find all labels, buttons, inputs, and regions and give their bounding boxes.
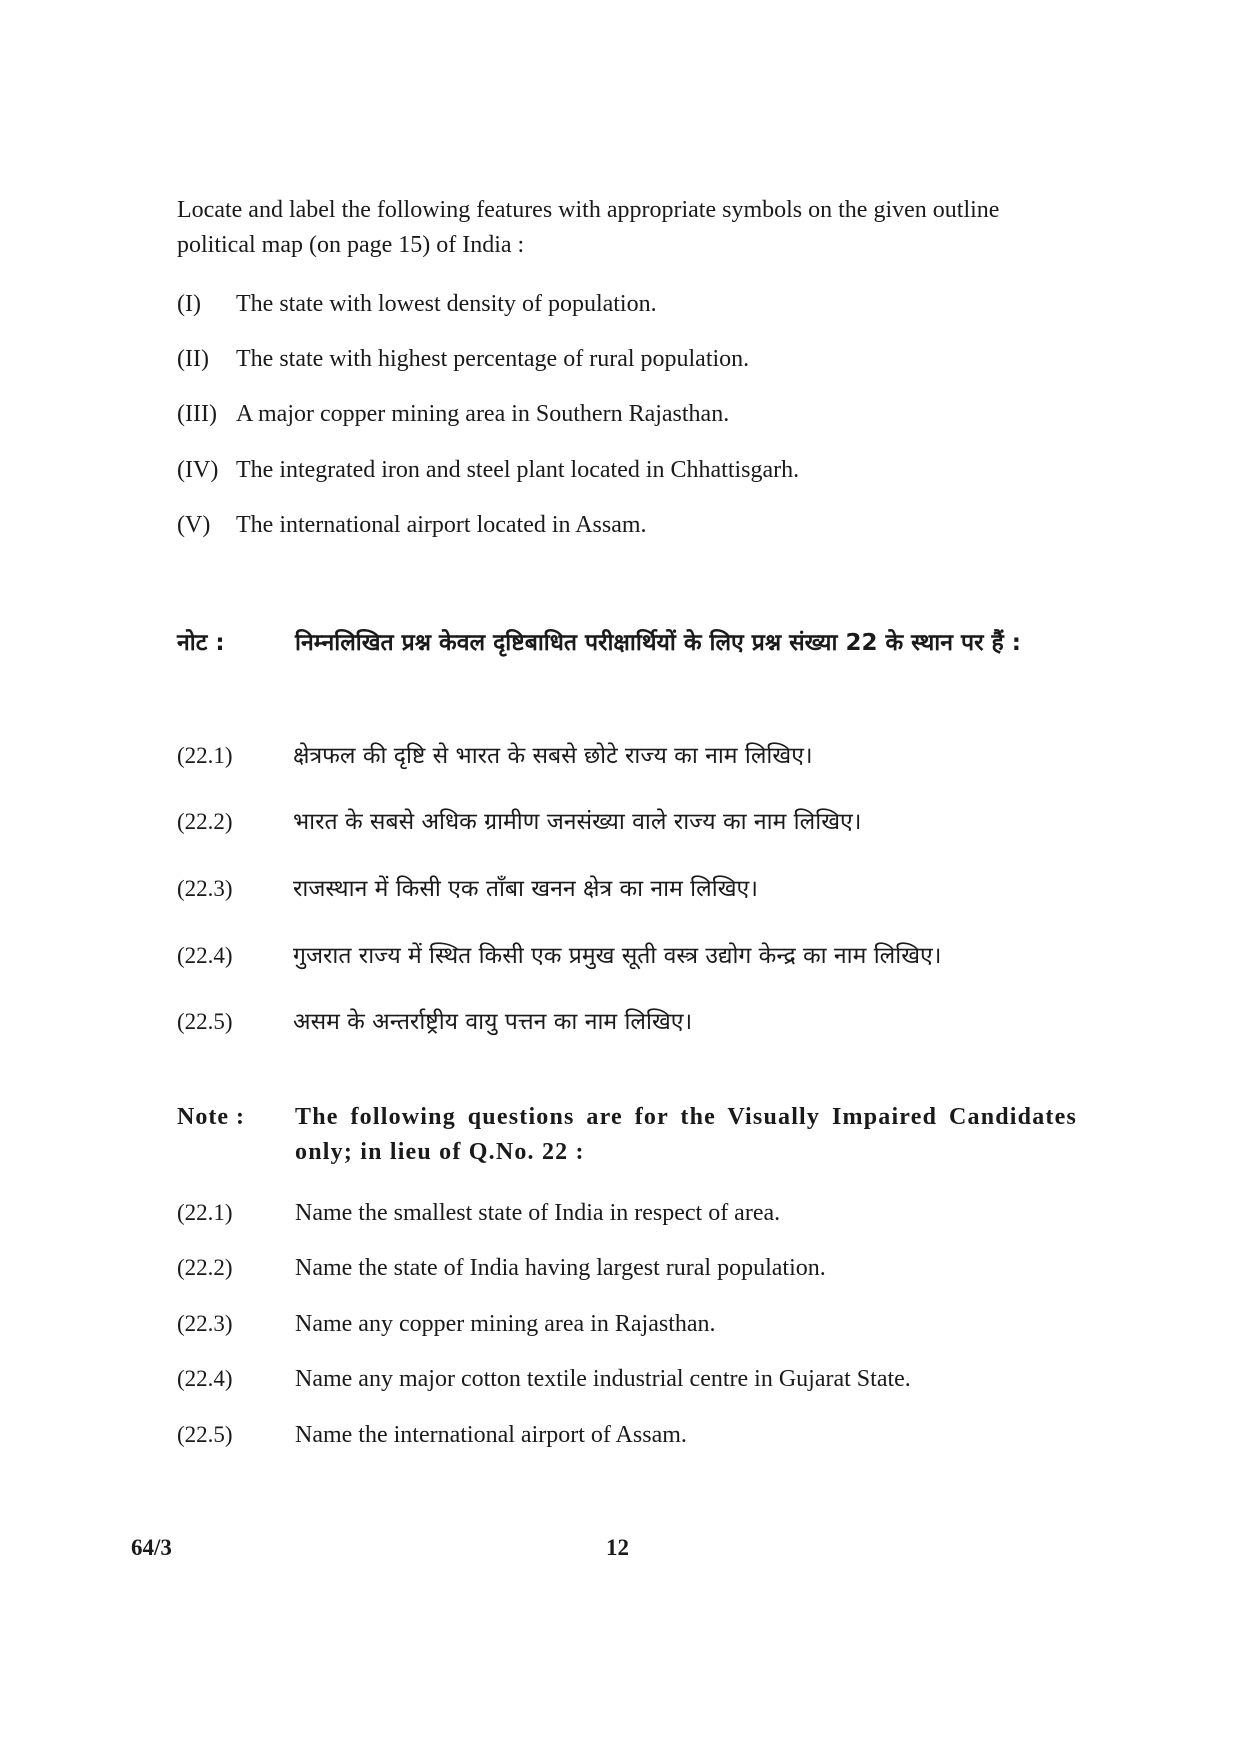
question-text: Name the international airport of Assam.	[295, 1422, 687, 1448]
question-text: Name the state of India having largest rural population.	[295, 1255, 826, 1281]
item-text: A major copper mining area in Southern Rajasthan.	[236, 401, 730, 427]
item-label: (I)	[177, 291, 201, 317]
paper-code: 64/3	[131, 1535, 172, 1560]
question-number: (22.5)	[177, 1009, 233, 1034]
question-text: Name the smallest state of India in respect of area.	[295, 1200, 781, 1226]
question-text: Name any copper mining area in Rajasthan.	[295, 1311, 716, 1337]
question-number: (22.3)	[177, 1311, 233, 1336]
item-text: The integrated iron and steel plant located in Chhattisgarh.	[236, 457, 800, 483]
question-number: (22.3)	[177, 876, 233, 901]
item-label: (II)	[177, 346, 209, 372]
item-text: The international airport located in Assam.	[236, 512, 647, 538]
item-label: (V)	[177, 512, 211, 538]
question-number: (22.1)	[177, 1200, 233, 1225]
question-text: Name any major cotton textile industrial centre in Gujarat State.	[295, 1366, 911, 1392]
question-number: (22.4)	[177, 943, 233, 968]
question-number: (22.1)	[177, 743, 233, 768]
question-number: (22.4)	[177, 1366, 233, 1391]
question-text: क्षेत्रफल की दृष्टि से भारत के सबसे छोटे राज्य का नाम लिखिए।	[293, 743, 813, 769]
question-text: भारत के सबसे अधिक ग्रामीण जनसंख्या वाले राज्य का नाम लिखिए।	[293, 809, 862, 835]
question-number: (22.2)	[177, 809, 233, 834]
question-text: राजस्थान में किसी एक ताँबा खनन क्षेत्र का नाम लिखिए।	[293, 876, 758, 902]
question-text: गुजरात राज्य में स्थित किसी एक प्रमुख सूती वस्त्र उद्योग केन्द्र का नाम लिखिए।	[293, 943, 942, 969]
english-note-text: The following questions are for the Visually Impaired Candidates only; in lieu of Q.No. 22 :	[295, 1104, 1077, 1165]
item-label: (IV)	[177, 457, 219, 483]
item-text: The state with lowest density of population.	[236, 291, 657, 317]
hindi-note-text: निम्नलिखित प्रश्न केवल दृष्टिबाधित परीक्षार्थियों के लिए प्रश्न संख्या 22 के स्थान पर हैं :	[295, 630, 1021, 656]
question-number: (22.2)	[177, 1255, 233, 1280]
page-number: 12	[606, 1535, 629, 1560]
english-note-label: Note :	[177, 1104, 245, 1130]
map-question-intro: Locate and label the following features with appropriate symbols on the given outline political map (on page 15) of India :	[177, 197, 1000, 258]
item-label: (III)	[177, 401, 217, 427]
question-number: (22.5)	[177, 1422, 233, 1447]
item-text: The state with highest percentage of rural population.	[236, 346, 750, 372]
question-text: असम के अन्तर्राष्ट्रीय वायु पत्तन का नाम लिखिए।	[293, 1009, 693, 1035]
hindi-note-label: नोट :	[177, 630, 225, 656]
